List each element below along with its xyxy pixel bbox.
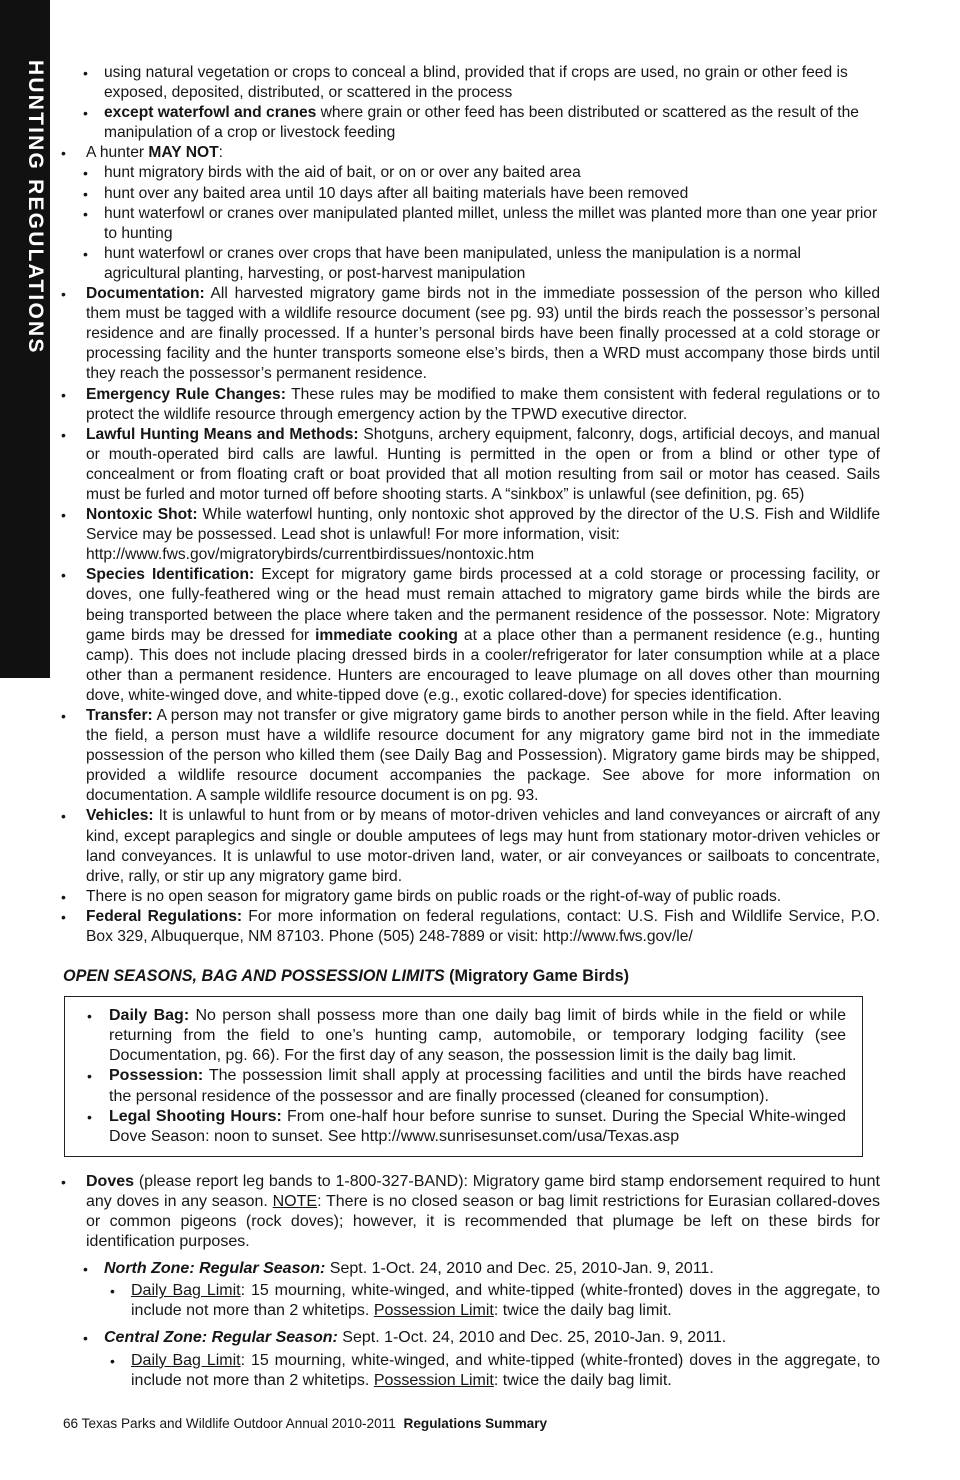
section-heading: OPEN SEASONS, BAG AND POSSESSION LIMITS (Migratory Game Birds) bbox=[63, 967, 630, 986]
zones-list bbox=[58, 1259, 880, 1391]
zone-central: • Central Zone: Regular Season: Sept. 1-Oct. 24, 2010 and Dec. 25, 2010-Jan. 9, 2011. • Daily Bag Limit: 15 mourning, white-winged, and white-tipped (white-fronted) doves in the aggregate, to include not more than 2 whitetips. Possession Limit: twice the daily bag limit. bbox=[58, 1328, 880, 1390]
side-tab-label: HUNTING REGULATIONS bbox=[24, 60, 47, 355]
page-content bbox=[58, 63, 880, 1391]
limits-box bbox=[64, 996, 863, 1157]
may-not-items bbox=[58, 163, 880, 284]
doves-item: • Doves (please report leg bands to 1-800-327-BAND): Migratory game bird stamp endorsement required to hunt any doves in any season. NOTE: There is no closed season or bag limit restrictions for Eurasian collared-doves or common pigeons (rock doves); however, it is recommended that plumage be left on these birds for identification purposes. bbox=[58, 1172, 880, 1252]
possession-item: • Possession: The possession limit shall apply at processing facilities and until the birds have reached the personal residence of the possessor and are finally processed (cleaned for consumption). bbox=[65, 1066, 846, 1106]
main-rules-list bbox=[58, 284, 880, 947]
list-item: • using natural vegetation or crops to conceal a blind, provided that if crops are used, no grain or other feed is exposed, deposited, distributed, or scattered in the process bbox=[58, 63, 880, 103]
section-title: Regulations Summary bbox=[403, 1416, 548, 1431]
zone-north: • North Zone: Regular Season: Sept. 1-Oct. 24, 2010 and Dec. 25, 2010-Jan. 9, 2011. • Daily Bag Limit: 15 mourning, white-winged, and white-tipped (white-fronted) doves in the aggregate, to include not more than 2 whitetips. Possession Limit: twice the daily bag limit. bbox=[58, 1259, 880, 1321]
shooting-hours-item: • Legal Shooting Hours: From one-half hour before sunrise to sunset. During the Special White-winged Dove Season: noon to sunset. See http://www.sunrisesunset.com/usa/Texas.asp bbox=[65, 1107, 846, 1147]
sub-list bbox=[58, 63, 880, 143]
side-tab bbox=[0, 0, 50, 678]
rule-vehicles: • Vehicles: It is unlawful to hunt from or by means of motor-driven vehicles and land conveyances or aircraft of any kind, except paraplegics and single or double amputees of legs may hunt from stationary motor-driven vehicles or land conveyances. It is unlawful to use motor-driven land, water, or air conveyances or sailboats to concentrate, drive, rally, or stir up any migratory game bird. bbox=[58, 806, 880, 886]
list-item: • Daily Bag Limit: 15 mourning, white-winged, and white-tipped (white-fronted) doves in the aggregate, to include not more than 2 whitetips. Possession Limit: twice the daily bag limit. bbox=[104, 1351, 880, 1391]
list-item: • hunt waterfowl or cranes over manipulated planted millet, unless the millet was planted more than one year prior to hunting bbox=[58, 204, 880, 244]
rule-lawful-means: • Lawful Hunting Means and Methods: Shotguns, archery equipment, falconry, dogs, artificial decoys, and manual or mouth-operated bird calls are lawful. Hunting is permitted in the open or from a blind or other type of concealment or from floating craft or boat provided that all motion resulting from sail or motor has ceased. Sails must be furled and motor turned off before shooting starts. A “sinkbox” is unlawful (see definition, pg. 65) bbox=[58, 425, 880, 505]
nontoxic-link[interactable]: http://www.fws.gov/migratorybirds/currentbirdissues/nontoxic.htm bbox=[86, 546, 535, 564]
list-item: • hunt migratory birds with the aid of bait, or on or over any baited area bbox=[58, 163, 880, 183]
publication-title: Texas Parks and Wildlife Outdoor Annual 2010-2011 bbox=[78, 1416, 400, 1431]
list-item bbox=[58, 63, 880, 143]
limits-list bbox=[65, 1006, 846, 1147]
rule-federal: • Federal Regulations: For more information on federal regulations, contact: U.S. Fish and Wildlife Service, P.O. Box 329, Albuquerque, NM 87103. Phone (505) 248-7889 or visit: http://www.fws.gov/le/ bbox=[58, 907, 880, 947]
list-item: • hunt waterfowl or cranes over crops that have been manipulated, unless the manipulation is a normal agricultural planting, harvesting, or post-harvest manipulation bbox=[58, 244, 880, 284]
rule-documentation: • Documentation: All harvested migratory game birds not in the immediate possession of the person who killed them must be tagged with a wildlife resource document (see pg. 93) until the birds reach the possessor’s personal residence and are finally processed. If a hunter’s personal birds have been finally processed at a cold storage or processing facility and the hunter transports someone else’s birds, then a WRD must accompany those birds until they reach the possessor’s permanent residence. bbox=[58, 284, 880, 384]
rule-emergency: • Emergency Rule Changes: These rules may be modified to make them consistent with federal regulations or to protect the wildlife resource through emergency action by the TPWD executive director. bbox=[58, 385, 880, 425]
zone-north-limits bbox=[104, 1281, 880, 1321]
page-number: 66 bbox=[63, 1416, 79, 1431]
rule-species-id: • Species Identification: Except for migratory game birds processed at a cold storage or processing facility, or doves, one fully-feathered wing or the head must remain attached to migratory game birds while the birds are being transported between the place where taken and the permanent residence of the possessor. Note: Migratory game birds may be dressed for immediate cooking at a place other than a permanent residence (e.g., hunting camp). This does not include placing dressed birds in a cooler/refrigerator for later consumption while at a place other than a permanent residence. Hunters are encouraged to leave plumage on all doves other than mourning dove, white-winged dove, and white-tipped dove (e.g., exotic collared-dove) for species identification. bbox=[58, 565, 880, 706]
zone-central-limits bbox=[104, 1351, 880, 1391]
daily-bag-item: • Daily Bag: No person shall possess more than one daily bag limit of birds while in the field or while returning from the field to one’s hunting camp, automobile, or temporary lodging facility (see Documentation, pg. 66). For the first day of any season, the possession limit is the daily bag limit. bbox=[65, 1006, 846, 1066]
rule-public-roads: • There is no open season for migratory game birds on public roads or the right-of-way of public roads. bbox=[58, 887, 880, 907]
regulations-list bbox=[58, 63, 880, 143]
list-item: • except waterfowl and cranes where grain or other feed has been distributed or scattered as the result of the manipulation of a crop or livestock feeding bbox=[58, 103, 880, 143]
list-item: • Daily Bag Limit: 15 mourning, white-winged, and white-tipped (white-fronted) doves in the aggregate, to include not more than 2 whitetips. Possession Limit: twice the daily bag limit. bbox=[104, 1281, 880, 1321]
rule-transfer: • Transfer: A person may not transfer or give migratory game birds to another person while in the field. After leaving the field, a person must have a wildlife resource document for any migratory game bird not in the immediate possession of the person who killed them (see Daily Bag and Possession). Migratory game birds may be shipped, provided a wildlife resource document accompanies the package. See above for more information on documentation. A sample wildlife resource document is on pg. 93. bbox=[58, 706, 880, 806]
may-not-list bbox=[58, 143, 880, 163]
list-item: • A hunter MAY NOT: bbox=[58, 143, 880, 163]
page-footer bbox=[63, 1415, 547, 1433]
rule-nontoxic-shot: • Nontoxic Shot: While waterfowl hunting, only nontoxic shot approved by the director of the U.S. Fish and Wildlife Service may be possessed. Lead shot is unlawful! For more information, visit: http://www.fws.gov/migratorybirds/currentbirdissues/nontoxic.htm bbox=[58, 505, 880, 565]
list-item: • hunt over any baited area until 10 days after all baiting materials have been removed bbox=[58, 184, 880, 204]
doves-list bbox=[58, 1172, 880, 1252]
